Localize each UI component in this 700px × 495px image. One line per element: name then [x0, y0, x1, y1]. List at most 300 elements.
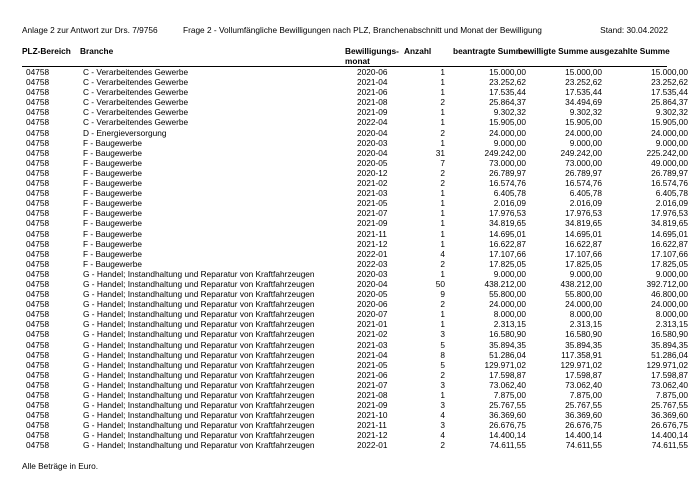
cell-bewilligt: 25.767,55: [565, 400, 602, 411]
cell-branche: G - Handel; Instandhaltung und Reparatur von Kraftfahrzeugen: [83, 339, 315, 350]
cell-monat: 2020-04: [357, 147, 388, 158]
table-row: [22, 400, 688, 410]
table-row: [22, 329, 688, 339]
cell-anzahl: 3: [440, 400, 445, 411]
column-header-anzahl: Anzahl: [404, 46, 432, 56]
cell-beantragt: 23.252,62: [489, 77, 526, 88]
cell-plz: 04758: [26, 147, 50, 158]
cell-ausgezahlt: 73.062,40: [651, 379, 688, 390]
cell-anzahl: 1: [440, 107, 445, 118]
cell-branche: G - Handel; Instandhaltung und Reparatur von Kraftfahrzeugen: [83, 440, 315, 451]
cell-beantragt: 73.062,40: [489, 379, 526, 390]
cell-monat: 2020-04: [357, 127, 388, 138]
cell-monat: 2021-01: [357, 319, 388, 330]
cell-plz: 04758: [26, 278, 50, 289]
cell-ausgezahlt: 16.622,87: [651, 238, 688, 249]
cell-monat: 2022-03: [357, 258, 388, 269]
cell-anzahl: 2: [440, 167, 445, 178]
table-row: [22, 128, 688, 138]
cell-beantragt: 9.000,00: [493, 268, 526, 279]
cell-plz: 04758: [26, 87, 50, 98]
cell-plz: 04758: [26, 137, 50, 148]
cell-bewilligt: 17.535,44: [565, 87, 602, 98]
cell-ausgezahlt: 16.574,76: [651, 178, 688, 189]
table-row: [22, 67, 688, 77]
cell-beantragt: 15.000,00: [489, 67, 526, 77]
cell-branche: G - Handel; Instandhaltung und Reparatur von Kraftfahrzeugen: [83, 278, 315, 289]
cell-beantragt: 17.598,87: [489, 369, 526, 380]
cell-anzahl: 7: [440, 157, 445, 168]
cell-beantragt: 14.695,01: [489, 228, 526, 239]
cell-bewilligt: 55.800,00: [565, 289, 602, 300]
cell-anzahl: 5: [440, 339, 445, 350]
cell-plz: 04758: [26, 420, 50, 431]
cell-plz: 04758: [26, 117, 50, 128]
cell-bewilligt: 23.252,62: [565, 77, 602, 88]
cell-ausgezahlt: 17.976,53: [651, 208, 688, 219]
approvals-table-body: [22, 67, 688, 451]
cell-bewilligt: 17.598,87: [565, 369, 602, 380]
cell-beantragt: 36.369,60: [489, 410, 526, 421]
cell-anzahl: 3: [440, 420, 445, 431]
cell-beantragt: 25.864,37: [489, 97, 526, 108]
table-row: [22, 87, 688, 97]
cell-bewilligt: 26.789,97: [565, 167, 602, 178]
cell-anzahl: 1: [440, 67, 445, 77]
cell-beantragt: 17.825,05: [489, 258, 526, 269]
cell-monat: 2021-04: [357, 349, 388, 360]
cell-branche: F - Baugewerbe: [83, 167, 143, 178]
cell-anzahl: 1: [440, 208, 445, 219]
cell-monat: 2021-05: [357, 359, 388, 370]
cell-bewilligt: 9.302,32: [569, 107, 602, 118]
cell-plz: 04758: [26, 238, 50, 249]
cell-beantragt: 26.789,97: [489, 167, 526, 178]
cell-monat: 2020-03: [357, 137, 388, 148]
table-row: [22, 218, 688, 228]
cell-plz: 04758: [26, 339, 50, 350]
cell-monat: 2021-09: [357, 218, 388, 229]
table-row: [22, 188, 688, 198]
cell-plz: 04758: [26, 440, 50, 451]
cell-branche: C - Verarbeitendes Gewerbe: [83, 107, 189, 118]
table-row: [22, 309, 688, 319]
cell-ausgezahlt: 24.000,00: [651, 299, 688, 310]
cell-plz: 04758: [26, 67, 50, 77]
cell-bewilligt: 73.000,00: [565, 157, 602, 168]
cell-ausgezahlt: 14.400,14: [651, 430, 688, 441]
cell-bewilligt: 74.611,55: [565, 440, 602, 451]
cell-ausgezahlt: 9.000,00: [655, 137, 688, 148]
cell-bewilligt: 16.580,90: [565, 329, 602, 340]
cell-ausgezahlt: 14.695,01: [651, 228, 688, 239]
document-reference: Anlage 2 zur Antwort zur Drs. 7/9756: [22, 25, 158, 35]
cell-plz: 04758: [26, 329, 50, 340]
cell-monat: 2021-03: [357, 339, 388, 350]
cell-beantragt: 17.107,66: [489, 248, 526, 259]
cell-branche: G - Handel; Instandhaltung und Reparatur von Kraftfahrzeugen: [83, 410, 315, 421]
cell-bewilligt: 438.212,00: [560, 278, 602, 289]
cell-plz: 04758: [26, 379, 50, 390]
cell-monat: 2022-04: [357, 117, 388, 128]
cell-monat: 2020-05: [357, 157, 388, 168]
approvals-table: [22, 67, 688, 451]
table-row: [22, 279, 688, 289]
footnote: Alle Beträge in Euro.: [22, 461, 99, 471]
cell-plz: 04758: [26, 97, 50, 108]
cell-bewilligt: 8.000,00: [569, 309, 602, 320]
cell-monat: 2021-08: [357, 390, 388, 400]
cell-ausgezahlt: 7.875,00: [655, 390, 688, 400]
cell-anzahl: 1: [440, 218, 445, 229]
cell-monat: 2021-10: [357, 410, 388, 421]
cell-ausgezahlt: 16.580,90: [651, 329, 688, 340]
cell-anzahl: 31: [435, 147, 445, 158]
cell-branche: G - Handel; Instandhaltung und Reparatur von Kraftfahrzeugen: [83, 309, 315, 320]
cell-branche: G - Handel; Instandhaltung und Reparatur von Kraftfahrzeugen: [83, 420, 315, 431]
column-header-monat-line2: monat: [345, 56, 370, 66]
cell-branche: G - Handel; Instandhaltung und Reparatur von Kraftfahrzeugen: [83, 268, 315, 279]
cell-beantragt: 74.611,55: [489, 440, 526, 451]
table-row: [22, 360, 688, 370]
cell-monat: 2021-11: [357, 228, 387, 239]
cell-ausgezahlt: 8.000,00: [655, 309, 688, 320]
cell-monat: 2022-01: [357, 248, 388, 259]
cell-beantragt: 9.000,00: [493, 137, 526, 148]
cell-ausgezahlt: 15.000,00: [651, 67, 688, 77]
table-row: [22, 107, 688, 117]
column-header-bewilligt: bewilligte Summe: [518, 46, 589, 56]
cell-branche: F - Baugewerbe: [83, 228, 143, 239]
cell-plz: 04758: [26, 127, 50, 138]
table-row: [22, 178, 688, 188]
cell-branche: F - Baugewerbe: [83, 137, 143, 148]
cell-ausgezahlt: 34.819,65: [651, 218, 688, 229]
cell-ausgezahlt: 17.825,05: [651, 258, 688, 269]
cell-monat: 2021-09: [357, 400, 388, 411]
cell-anzahl: 1: [440, 117, 445, 128]
table-row: [22, 138, 688, 148]
cell-branche: F - Baugewerbe: [83, 248, 143, 259]
cell-anzahl: 2: [440, 258, 445, 269]
cell-beantragt: 2.313,15: [493, 319, 526, 330]
cell-ausgezahlt: 26.789,97: [651, 167, 688, 178]
cell-bewilligt: 9.000,00: [569, 137, 602, 148]
cell-plz: 04758: [26, 167, 50, 178]
cell-monat: 2021-06: [357, 87, 388, 98]
cell-beantragt: 14.400,14: [489, 430, 526, 441]
document-title: Frage 2 - Vollumfängliche Bewilligungen nach PLZ, Branchenabschnitt und Monat der Bewilligung: [183, 25, 542, 35]
cell-beantragt: 26.676,75: [489, 420, 526, 431]
cell-ausgezahlt: 51.286,04: [651, 349, 688, 360]
table-row: [22, 370, 688, 380]
cell-anzahl: 1: [440, 188, 445, 199]
cell-bewilligt: 73.062,40: [565, 379, 602, 390]
cell-anzahl: 4: [440, 430, 445, 441]
cell-anzahl: 1: [440, 228, 445, 239]
cell-branche: G - Handel; Instandhaltung und Reparatur von Kraftfahrzeugen: [83, 299, 315, 310]
cell-monat: 2020-03: [357, 268, 388, 279]
cell-anzahl: 1: [440, 309, 445, 320]
cell-anzahl: 2: [440, 299, 445, 310]
cell-bewilligt: 9.000,00: [569, 268, 602, 279]
cell-bewilligt: 36.369,60: [565, 410, 602, 421]
table-row: [22, 158, 688, 168]
cell-beantragt: 16.622,87: [489, 238, 526, 249]
cell-anzahl: 4: [440, 410, 445, 421]
cell-anzahl: 2: [440, 369, 445, 380]
cell-plz: 04758: [26, 157, 50, 168]
cell-bewilligt: 17.976,53: [565, 208, 602, 219]
cell-beantragt: 17.976,53: [489, 208, 526, 219]
cell-beantragt: 51.286,04: [489, 349, 526, 360]
cell-beantragt: 17.535,44: [489, 87, 526, 98]
cell-ausgezahlt: 2.016,09: [655, 198, 688, 209]
cell-branche: G - Handel; Instandhaltung und Reparatur von Kraftfahrzeugen: [83, 390, 315, 400]
table-row: [22, 77, 688, 87]
cell-plz: 04758: [26, 309, 50, 320]
cell-monat: 2021-06: [357, 369, 388, 380]
cell-ausgezahlt: 23.252,62: [651, 77, 688, 88]
cell-branche: G - Handel; Instandhaltung und Reparatur von Kraftfahrzeugen: [83, 400, 315, 411]
cell-anzahl: 2: [440, 440, 445, 451]
cell-plz: 04758: [26, 369, 50, 380]
cell-anzahl: 50: [435, 278, 445, 289]
cell-anzahl: 1: [440, 87, 445, 98]
table-row: [22, 440, 688, 450]
cell-bewilligt: 7.875,00: [569, 390, 602, 400]
cell-plz: 04758: [26, 430, 50, 441]
cell-anzahl: 1: [440, 319, 445, 330]
cell-beantragt: 2.016,09: [493, 198, 526, 209]
cell-plz: 04758: [26, 268, 50, 279]
cell-ausgezahlt: 25.767,55: [651, 400, 688, 411]
table-row: [22, 380, 688, 390]
cell-bewilligt: 17.825,05: [565, 258, 602, 269]
cell-beantragt: 73.000,00: [489, 157, 526, 168]
cell-plz: 04758: [26, 349, 50, 360]
cell-anzahl: 1: [440, 77, 445, 88]
cell-beantragt: 16.580,90: [489, 329, 526, 340]
table-row: [22, 289, 688, 299]
table-row: [22, 340, 688, 350]
table-row: [22, 350, 688, 360]
cell-anzahl: 2: [440, 127, 445, 138]
table-row: [22, 259, 688, 269]
cell-beantragt: 24.000,00: [489, 299, 526, 310]
cell-ausgezahlt: 17.598,87: [651, 369, 688, 380]
cell-plz: 04758: [26, 390, 50, 400]
cell-beantragt: 129.971,02: [484, 359, 526, 370]
document-date: Stand: 30.04.2022: [600, 25, 668, 35]
cell-plz: 04758: [26, 228, 50, 239]
cell-monat: 2020-06: [357, 299, 388, 310]
cell-branche: C - Verarbeitendes Gewerbe: [83, 87, 189, 98]
cell-plz: 04758: [26, 410, 50, 421]
cell-branche: G - Handel; Instandhaltung und Reparatur von Kraftfahrzeugen: [83, 349, 315, 360]
cell-monat: 2020-05: [357, 289, 388, 300]
cell-branche: G - Handel; Instandhaltung und Reparatur von Kraftfahrzeugen: [83, 289, 315, 300]
column-header-plz: PLZ-Bereich: [22, 46, 71, 56]
cell-plz: 04758: [26, 289, 50, 300]
cell-monat: 2021-04: [357, 77, 388, 88]
cell-anzahl: 1: [440, 238, 445, 249]
cell-plz: 04758: [26, 218, 50, 229]
cell-anzahl: 1: [440, 137, 445, 148]
cell-monat: 2021-08: [357, 97, 388, 108]
cell-monat: 2021-05: [357, 198, 388, 209]
cell-bewilligt: 16.574,76: [565, 178, 602, 189]
table-row: [22, 420, 688, 430]
cell-plz: 04758: [26, 299, 50, 310]
cell-ausgezahlt: 392.712,00: [646, 278, 688, 289]
cell-bewilligt: 24.000,00: [565, 127, 602, 138]
cell-branche: F - Baugewerbe: [83, 147, 143, 158]
cell-ausgezahlt: 129.971,02: [646, 359, 688, 370]
cell-branche: F - Baugewerbe: [83, 258, 143, 269]
cell-ausgezahlt: 6.405,78: [655, 188, 688, 199]
table-row: [22, 319, 688, 329]
cell-beantragt: 8.000,00: [493, 309, 526, 320]
cell-monat: 2020-04: [357, 278, 388, 289]
cell-beantragt: 9.302,32: [493, 107, 526, 118]
cell-bewilligt: 26.676,75: [565, 420, 602, 431]
cell-ausgezahlt: 26.676,75: [651, 420, 688, 431]
cell-ausgezahlt: 24.000,00: [651, 127, 688, 138]
cell-monat: 2021-11: [357, 420, 387, 431]
cell-bewilligt: 35.894,35: [565, 339, 602, 350]
cell-plz: 04758: [26, 258, 50, 269]
cell-monat: 2021-12: [357, 238, 388, 249]
table-row: [22, 249, 688, 259]
cell-beantragt: 34.819,65: [489, 218, 526, 229]
table-row: [22, 269, 688, 279]
cell-plz: 04758: [26, 319, 50, 330]
cell-anzahl: 9: [440, 289, 445, 300]
cell-bewilligt: 6.405,78: [569, 188, 602, 199]
cell-anzahl: 1: [440, 268, 445, 279]
table-row: [22, 208, 688, 218]
column-header-monat: Bewilligungs-: [345, 46, 399, 56]
cell-anzahl: 5: [440, 359, 445, 370]
cell-ausgezahlt: 25.864,37: [651, 97, 688, 108]
cell-branche: G - Handel; Instandhaltung und Reparatur von Kraftfahrzeugen: [83, 379, 315, 390]
table-row: [22, 229, 688, 239]
cell-ausgezahlt: 2.313,15: [655, 319, 688, 330]
cell-branche: F - Baugewerbe: [83, 157, 143, 168]
cell-bewilligt: 2.016,09: [569, 198, 602, 209]
cell-ausgezahlt: 74.611,55: [651, 440, 688, 451]
cell-ausgezahlt: 36.369,60: [651, 410, 688, 421]
cell-monat: 2021-12: [357, 430, 388, 441]
cell-anzahl: 1: [440, 198, 445, 209]
cell-bewilligt: 17.107,66: [565, 248, 602, 259]
cell-branche: C - Verarbeitendes Gewerbe: [83, 97, 189, 108]
cell-ausgezahlt: 46.800,00: [651, 289, 688, 300]
cell-branche: G - Handel; Instandhaltung und Reparatur von Kraftfahrzeugen: [83, 329, 315, 340]
cell-branche: G - Handel; Instandhaltung und Reparatur von Kraftfahrzeugen: [83, 359, 315, 370]
cell-anzahl: 2: [440, 178, 445, 189]
cell-ausgezahlt: 9.000,00: [655, 268, 688, 279]
cell-branche: C - Verarbeitendes Gewerbe: [83, 77, 189, 88]
cell-plz: 04758: [26, 188, 50, 199]
cell-bewilligt: 249.242,00: [560, 147, 602, 158]
cell-plz: 04758: [26, 107, 50, 118]
table-row: [22, 97, 688, 107]
cell-anzahl: 4: [440, 248, 445, 259]
column-header-beantragt: beantragte Summe: [453, 46, 528, 56]
table-row: [22, 198, 688, 208]
cell-plz: 04758: [26, 77, 50, 88]
cell-monat: 2021-02: [357, 178, 388, 189]
cell-plz: 04758: [26, 198, 50, 209]
cell-branche: D - Energieversorgung: [83, 127, 167, 138]
cell-beantragt: 438.212,00: [484, 278, 526, 289]
column-header-ausgezahlt: ausgezahlte Summe: [590, 46, 670, 56]
cell-bewilligt: 15.905,00: [565, 117, 602, 128]
cell-bewilligt: 34.819,65: [565, 218, 602, 229]
cell-anzahl: 3: [440, 329, 445, 340]
cell-beantragt: 15.905,00: [489, 117, 526, 128]
cell-anzahl: 3: [440, 379, 445, 390]
cell-anzahl: 1: [440, 390, 445, 400]
table-row: [22, 390, 688, 400]
cell-bewilligt: 117.358,91: [561, 349, 602, 360]
cell-branche: F - Baugewerbe: [83, 208, 143, 219]
cell-beantragt: 55.800,00: [489, 289, 526, 300]
cell-bewilligt: 34.494,69: [565, 97, 602, 108]
cell-bewilligt: 16.622,87: [565, 238, 602, 249]
cell-branche: F - Baugewerbe: [83, 178, 143, 189]
cell-ausgezahlt: 17.535,44: [651, 87, 688, 98]
cell-ausgezahlt: 15.905,00: [651, 117, 688, 128]
cell-beantragt: 24.000,00: [489, 127, 526, 138]
cell-branche: C - Verarbeitendes Gewerbe: [83, 67, 189, 77]
cell-ausgezahlt: 49.000,00: [651, 157, 688, 168]
cell-branche: F - Baugewerbe: [83, 198, 143, 209]
cell-monat: 2021-07: [357, 208, 388, 219]
table-row: [22, 168, 688, 178]
cell-plz: 04758: [26, 359, 50, 370]
cell-bewilligt: 129.971,02: [560, 359, 602, 370]
cell-plz: 04758: [26, 400, 50, 411]
table-row: [22, 148, 688, 158]
cell-monat: 2022-01: [357, 440, 388, 451]
cell-ausgezahlt: 17.107,66: [651, 248, 688, 259]
cell-bewilligt: 2.313,15: [569, 319, 602, 330]
cell-monat: 2020-07: [357, 309, 388, 320]
cell-bewilligt: 24.000,00: [565, 299, 602, 310]
table-row: [22, 410, 688, 420]
cell-ausgezahlt: 35.894,35: [651, 339, 688, 350]
cell-anzahl: 2: [440, 97, 445, 108]
cell-monat: 2021-03: [357, 188, 388, 199]
cell-branche: G - Handel; Instandhaltung und Reparatur von Kraftfahrzeugen: [83, 430, 315, 441]
cell-monat: 2020-06: [357, 67, 388, 77]
cell-beantragt: 16.574,76: [489, 178, 526, 189]
cell-monat: 2021-02: [357, 329, 388, 340]
cell-bewilligt: 15.000,00: [565, 67, 602, 77]
cell-ausgezahlt: 225.242,00: [646, 147, 688, 158]
column-header-branche: Branche: [80, 46, 114, 56]
cell-beantragt: 7.875,00: [493, 390, 526, 400]
table-row: [22, 239, 688, 249]
cell-branche: C - Verarbeitendes Gewerbe: [83, 117, 189, 128]
table-row: [22, 117, 688, 127]
cell-bewilligt: 14.695,01: [565, 228, 602, 239]
cell-plz: 04758: [26, 178, 50, 189]
cell-plz: 04758: [26, 208, 50, 219]
